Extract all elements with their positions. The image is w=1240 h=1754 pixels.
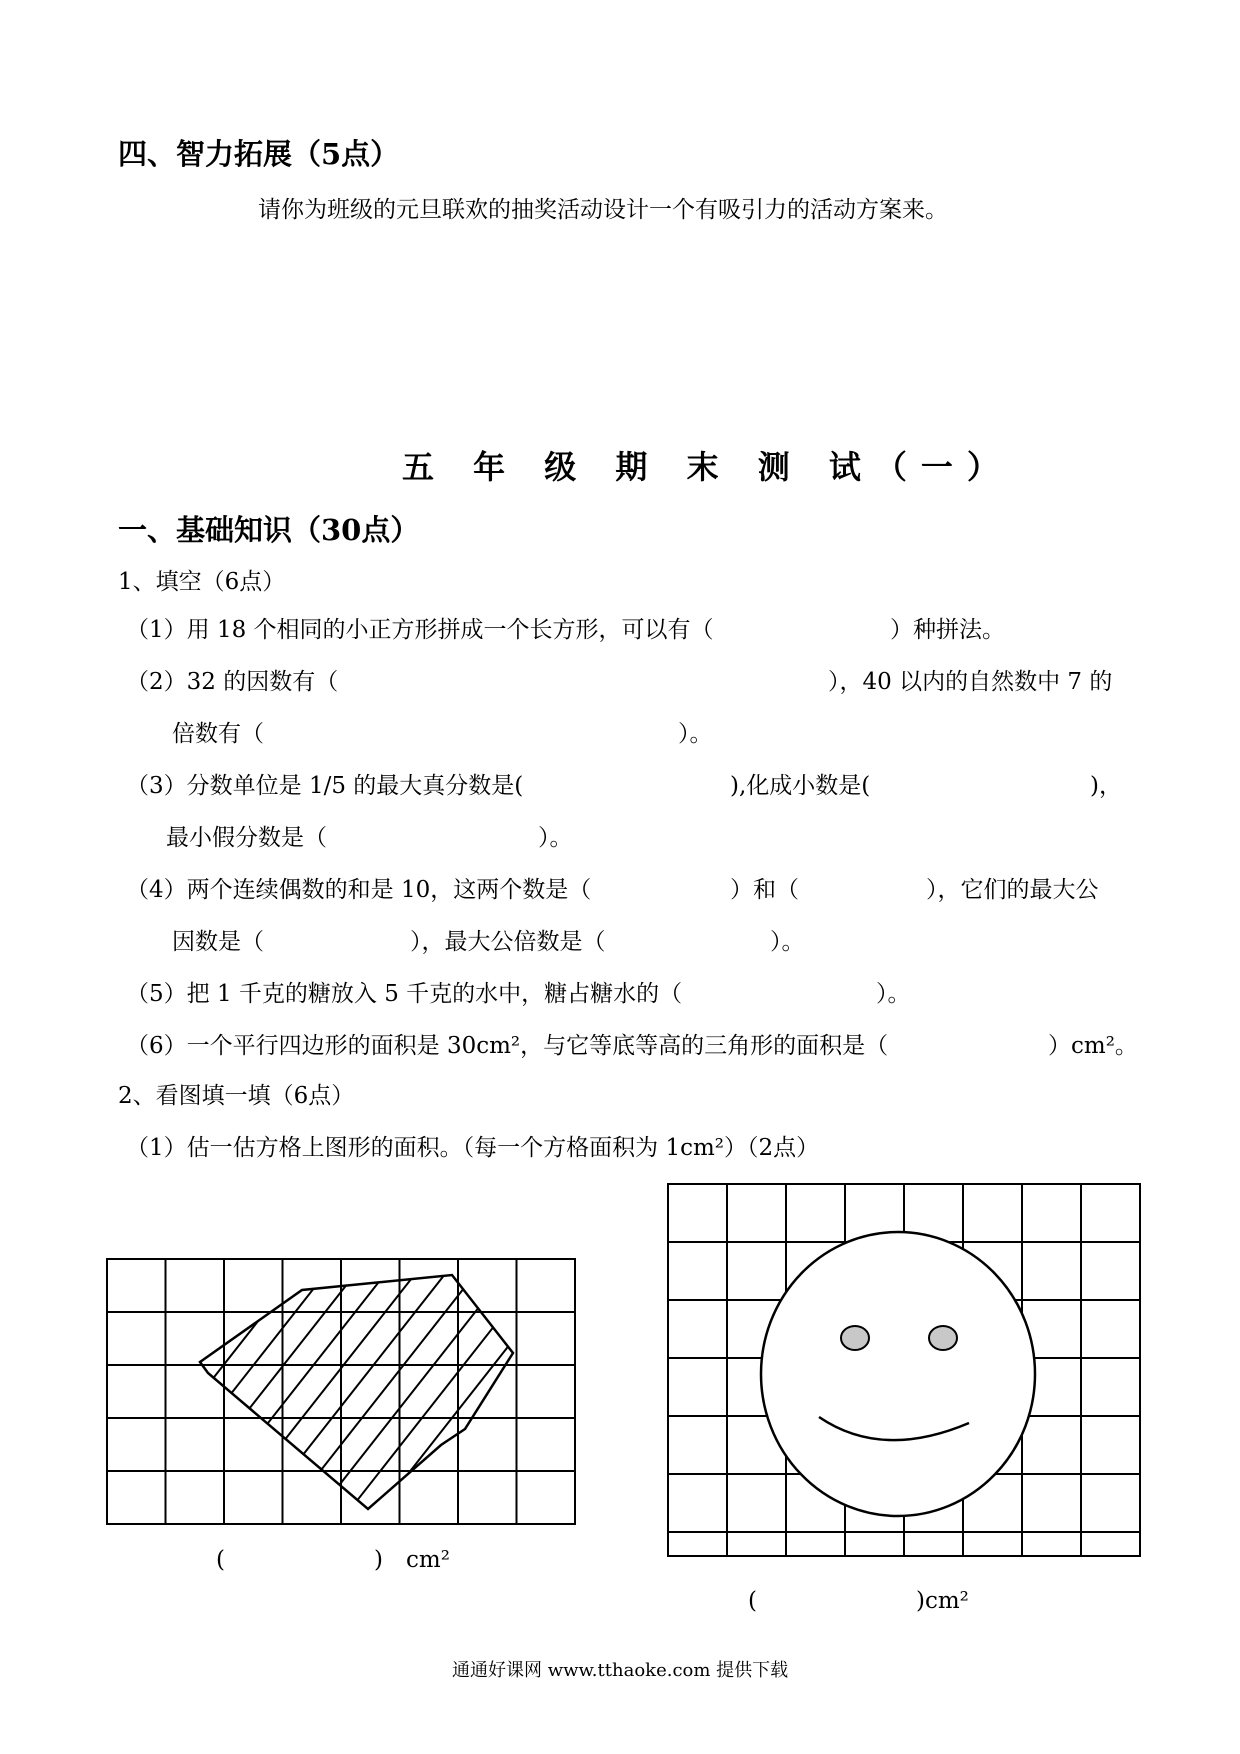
q1-item5-part-b: ）。 bbox=[876, 981, 911, 1007]
q1-item3-cont-b: ）。 bbox=[538, 825, 573, 851]
right-grid-figure bbox=[664, 1180, 1148, 1566]
q1-label: 1、填空（6点） bbox=[118, 569, 286, 595]
left-answer-close: ) bbox=[374, 1547, 383, 1573]
q1-item6-part-a: （6）一个平行四边形的面积是 30cm²，与它等底等高的三角形的面积是（ bbox=[126, 1033, 889, 1059]
q1-item3-part-c: )， bbox=[1090, 773, 1122, 799]
smiley-face bbox=[761, 1232, 1035, 1516]
q2-label: 2、看图填一填（6点） bbox=[118, 1083, 355, 1109]
q1-item4-part-a: （4）两个连续偶数的和是 10，这两个数是（ bbox=[126, 877, 592, 903]
q1-item3-part-a: （3）分数单位是 1/5 的最大真分数是( bbox=[126, 773, 524, 799]
right-answer-open: ( bbox=[748, 1588, 757, 1614]
q1-item3-cont-a: 最小假分数是（ bbox=[166, 825, 327, 851]
q1-item2-cont-a: 倍数有（ bbox=[172, 721, 264, 747]
q1-item2-part-a: （2）32 的因数有（ bbox=[126, 669, 339, 695]
q1-item5-part-a: （5）把 1 千克的糖放入 5 千克的水中，糖占糖水的（ bbox=[126, 981, 683, 1007]
q1-item1-part-b: ）种拼法。 bbox=[890, 617, 1005, 643]
left-eye bbox=[841, 1326, 869, 1350]
left-answer-open: ( bbox=[216, 1547, 225, 1573]
exam-title: 五 年 级 期 末 测 试（一） bbox=[402, 448, 1013, 486]
left-grid-figure bbox=[100, 1255, 580, 1535]
q1-item2-cont-b: ）。 bbox=[678, 721, 713, 747]
right-eye bbox=[929, 1326, 957, 1350]
q2-sub1: （1）估一估方格上图形的面积。（每一个方格面积为 1cm²）（2点） bbox=[126, 1135, 820, 1161]
q1-item2-part-b: ），40 以内的自然数中 7 的 bbox=[828, 669, 1113, 695]
q1-item3-part-b: ),化成小数是( bbox=[730, 773, 871, 799]
left-answer-unit: cm² bbox=[406, 1547, 450, 1573]
section4-heading: 四、智力拓展（5点） bbox=[118, 137, 400, 171]
q1-item6-part-b: ）cm²。 bbox=[1048, 1033, 1138, 1059]
q1-item4-cont-a: 因数是（ bbox=[172, 929, 264, 955]
section1-heading: 一、基础知识（30点） bbox=[118, 513, 420, 547]
right-answer-close: )cm² bbox=[916, 1588, 969, 1614]
q1-item4-part-c: ），它们的最大公 bbox=[926, 877, 1099, 903]
footer: 通通好课网 www.tthaoke.com 提供下载 bbox=[452, 1660, 789, 1681]
q1-item1-part-a: （1）用 18 个相同的小正方形拼成一个长方形，可以有（ bbox=[126, 617, 714, 643]
q1-item4-part-b: ）和（ bbox=[730, 877, 799, 903]
q1-item4-cont-b: ），最大公倍数是（ bbox=[410, 929, 606, 955]
section4-text: 请你为班级的元旦联欢的抽奖活动设计一个有吸引力的活动方案来。 bbox=[258, 197, 948, 223]
q1-item4-cont-c: ）。 bbox=[770, 929, 805, 955]
